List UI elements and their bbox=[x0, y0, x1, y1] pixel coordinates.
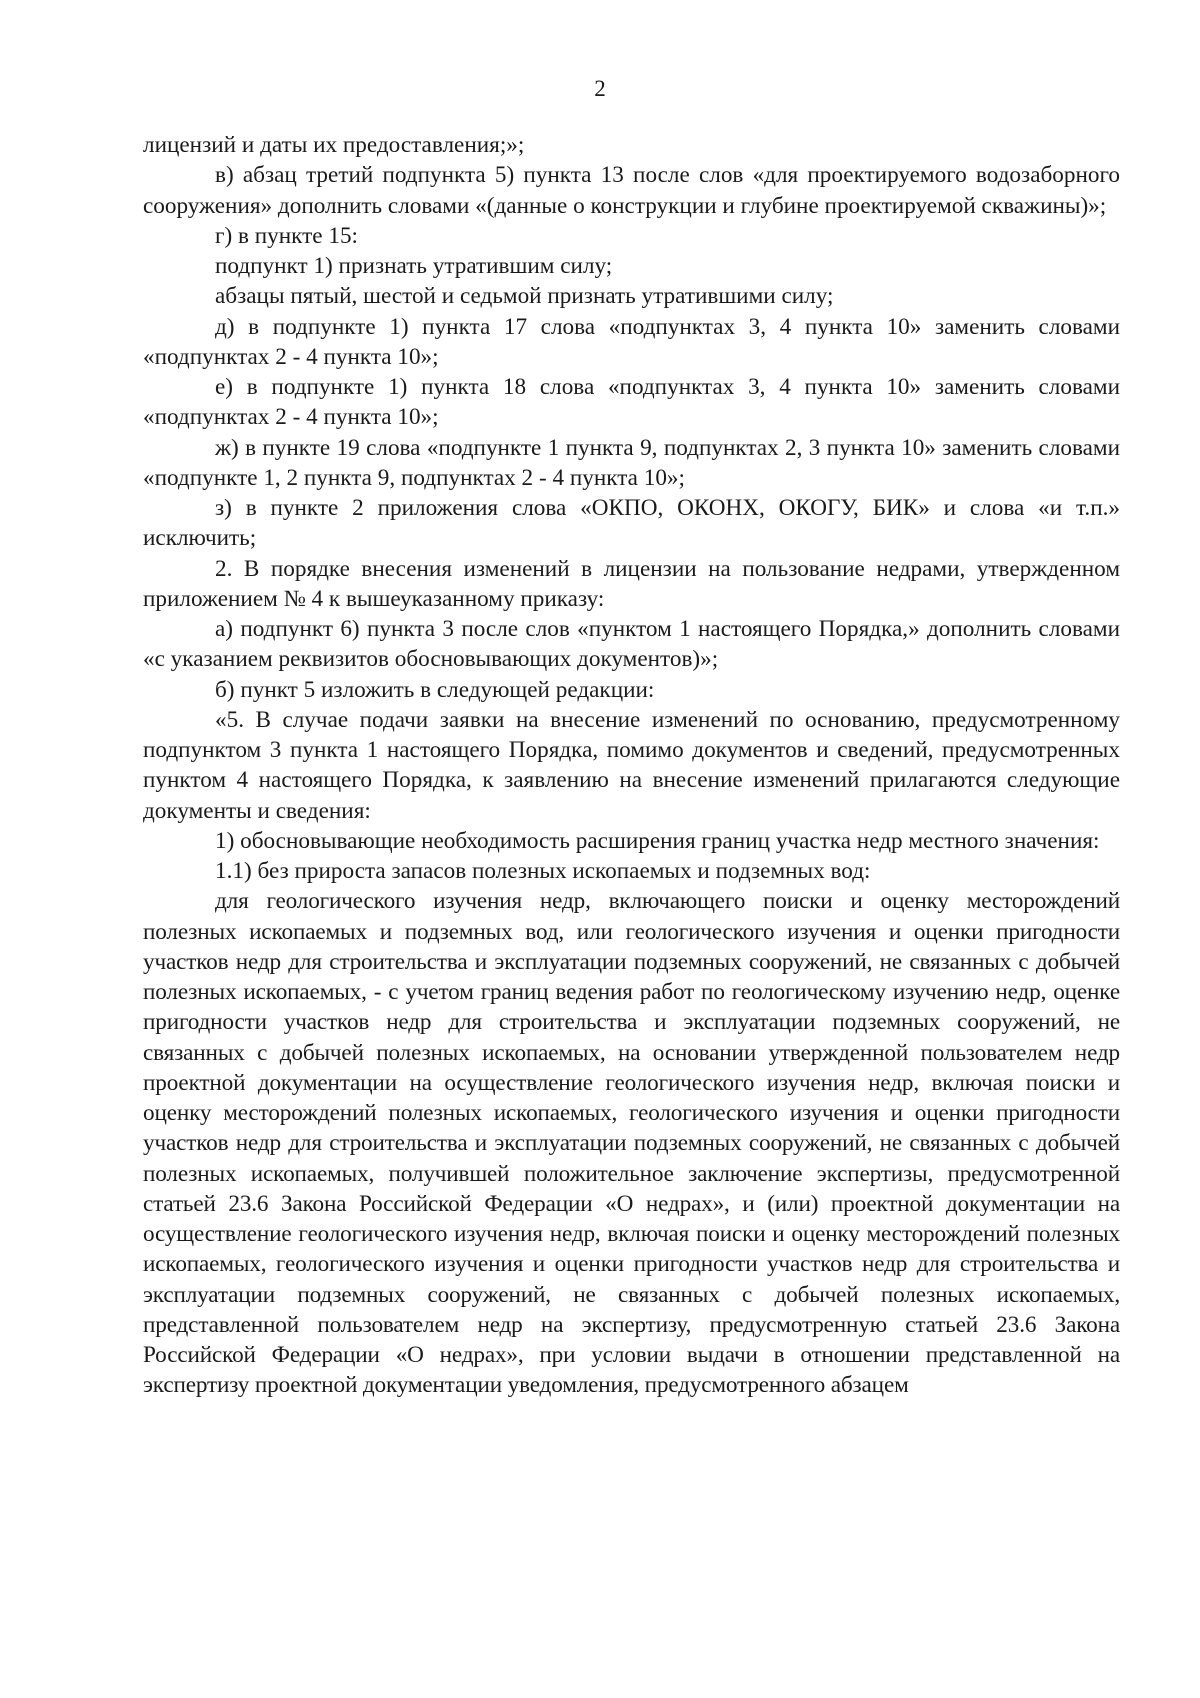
paragraph-item-g: г) в пункте 15: bbox=[215, 222, 358, 249]
paragraph-item-zh: ж) в пункте 19 слова «подпункте 1 пункта 9, подпунктах 2, 3 пункта 10» заменить словами «подпункте 1, 2 пункта 9, подпунктах 2 - 4 пункта 10»; bbox=[143, 434, 1120, 491]
paragraph-abzacy-void: абзацы пятый, шестой и седьмой признать утратившими силу; bbox=[215, 283, 834, 310]
paragraph-item-a: а) подпункт 6) пункта 3 после слов «пунктом 1 настоящего Порядка,» дополнить словами «с указанием реквизитов обосновывающих документов)»; bbox=[143, 616, 1120, 673]
paragraph-item-b: б) пункт 5 изложить в следующей редакции: bbox=[215, 676, 655, 703]
paragraph-subpoint-1-1: 1.1) без прироста запасов полезных ископаемых и подземных вод: bbox=[215, 858, 871, 884]
paragraph-subitem-1-void: подпункт 1) признать утратившим силу; bbox=[215, 253, 613, 279]
paragraph-item-e: е) в подпункте 1) пункта 18 слова «подпунктах 3, 4 пункта 10» заменить словами «подпунктах 2 - 4 пункта 10»; bbox=[143, 374, 1120, 431]
paragraph-continuation: лицензий и даты их предоставления;»; bbox=[143, 132, 525, 158]
paragraph-item-v: в) абзац третий подпункта 5) пункта 13 после слов «для проектируемого водозаборного сооружения» дополнить словами «(данные о конструкции и глубине проектируемой скважины)»; bbox=[143, 162, 1120, 219]
paragraph-subpoint-1: 1) обосновывающие необходимость расширения границ участка недр местного значения: bbox=[215, 827, 1100, 854]
page-number: 2 bbox=[594, 76, 606, 101]
paragraph-item-d: д) в подпункте 1) пункта 17 слова «подпунктах 3, 4 пункта 10» заменить словами «подпунктах 2 - 4 пункта 10»; bbox=[143, 313, 1120, 370]
paragraph-section-2: 2. В порядке внесения изменений в лицензии на пользование недрами, утвержденном приложением № 4 к вышеуказанному приказу: bbox=[143, 555, 1120, 612]
document-body bbox=[143, 130, 1120, 1401]
paragraph-geological-study: для геологического изучения недр, включающего поиски и оценку месторождений полезных ископаемых и подземных вод, или геологического изучения и оценки пригодности участков недр для строительства и эксплуатации подземных сооружений, не связанных с добычей полезных ископаемых, - с учетом границ ведения работ по геологическому изучению недр, оценке пригодности участков недр для строительства и эксплуатации подземных сооружений, не связанных с добычей полезных ископаемых, на основании утвержденной пользователем недр проектной документации на осуществление геологического изучения недр, включая поиски и оценку месторождений полезных ископаемых, геологического изучения и оценки пригодности участков недр для строительства и эксплуатации подземных сооружений, не связанных с добычей полезных ископаемых, получившей положительное заключение экспертизы, предусмотренной статьей 23.6 Закона Российской Федерации «О недрах», и (или) проектной документации на осуществление геологического изучения недр, включая поиски и оценку месторождений полезных ископаемых, геологического изучения и оценки пригодности участков недр для строительства и эксплуатации подземных сооружений, не связанных с добычей полезных ископаемых, представленной пользователем недр на экспертизу, предусмотренную статьей 23.6 Закона Российской Федерации «О недрах», при условии выдачи в отношении представленной на экспертизу проектной документации уведомления, предусмотренного абзацем bbox=[143, 888, 1120, 1399]
paragraph-point-5: «5. В случае подачи заявки на внесение изменений по основанию, предусмотренному подпунктом 3 пункта 1 настоящего Порядка, помимо документов и сведений, предусмотренных пунктом 4 настоящего Порядка, к заявлению на внесение изменений прилагаются следующие документы и сведения: bbox=[143, 706, 1120, 824]
paragraph-item-z: з) в пункте 2 приложения слова «ОКПО, ОКОНХ, ОКОГУ, БИК» и слова «и т.п.» исключить; bbox=[143, 495, 1120, 552]
